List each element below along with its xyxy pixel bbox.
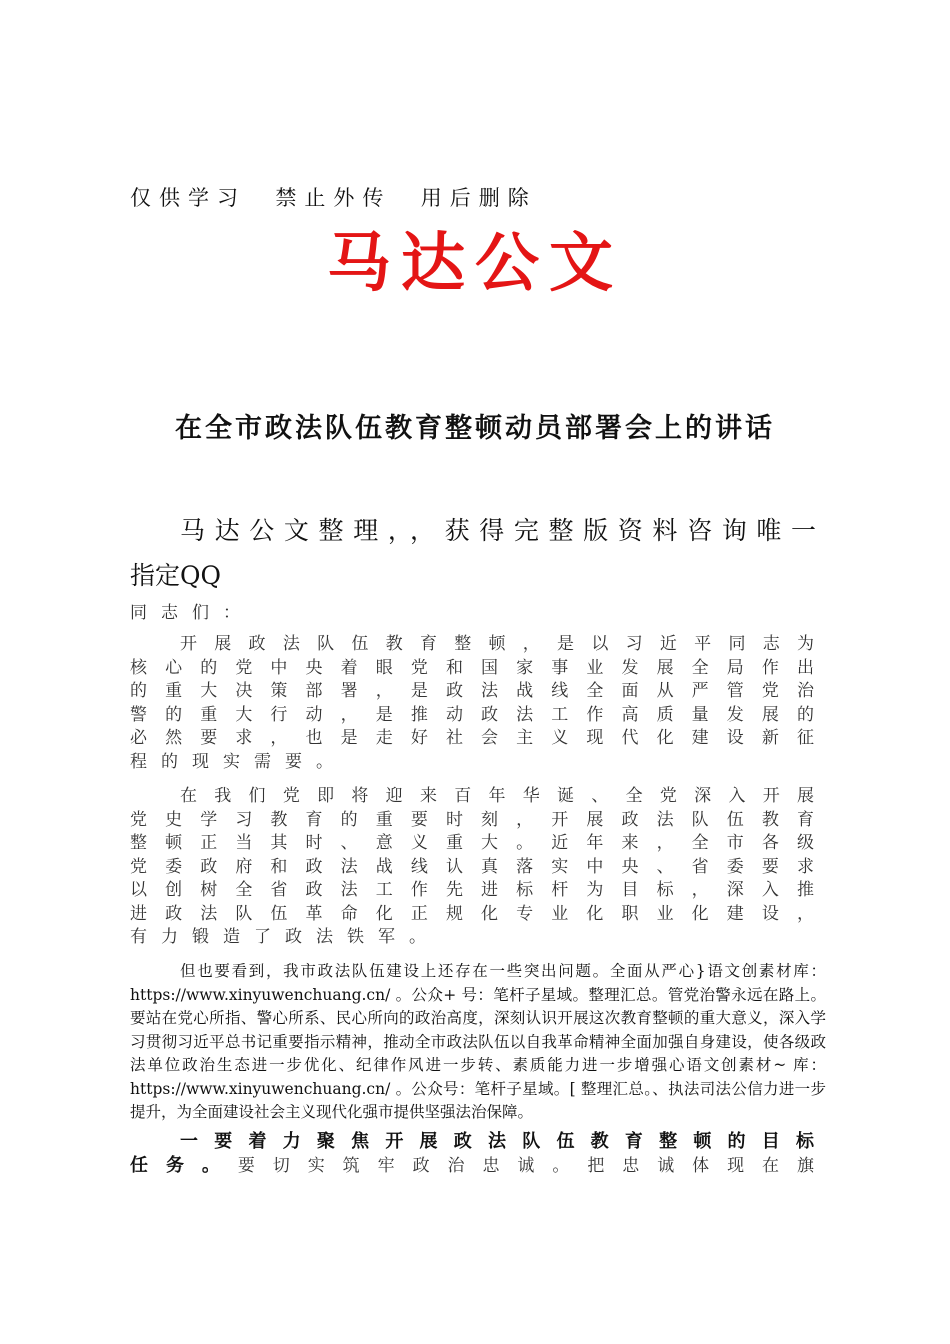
- paragraph-line: 程的现实需要。: [130, 751, 347, 772]
- paragraph-line: [130, 1130, 814, 1154]
- document-title: 在全市政法队伍教育整顿动员部署会上的讲话: [175, 413, 775, 444]
- paragraph-3: 但也要看到，我市政法队伍建设上还存在一些突出问题。全面从严心}语文创素材库：https://www.xinyuwenchuang.cn/ 。公众+ 号：笔杆子星域。整理汇总。管党治警永远在路上。要站在党心所指、警心所系、民心所向的政治高度，深刻认识开展这次教育整顿的重大意义，深入学习贯彻习近平总书记重要指示精神，推动全市政法队伍以自我革命精神全面加强自身建设，使各级政法单位政治生态进一步优化、纪律作风进一步转、素质能力进一步增强心语文创素材~ 库：https://www.xinyuwenchuang.cn/ 。公众号：笔杆子星域。[ 整理汇总。、执法司法公信力进一步提升，为全面建设社会主义现代化强市提供坚强法治保障。: [130, 962, 826, 1121]
- paragraph-line: 开展政法队伍教育整顿，是以习近平同志为: [180, 634, 814, 654]
- paragraph-line: 进政法队伍革命化正规化专业化职业化建设，: [130, 903, 814, 924]
- intro-line-1: 马达公文整理，，获得完整版资料咨询唯一: [180, 516, 820, 545]
- paragraph-line: 的重大决策部署，是政法战线全面从严管党治: [130, 681, 814, 701]
- paragraph-line: 在我们党即将迎来百年华诞、全党深入开展: [180, 786, 814, 806]
- brand-title: 马达公文: [327, 226, 623, 301]
- intro-line-2: 指定QQ: [130, 561, 221, 590]
- paragraph-1: [130, 633, 814, 774]
- paragraph-line: 有力锻造了政法铁军。: [130, 927, 440, 947]
- paragraph-line: 党史学习教育的重要时刻，开展政法队伍教育: [130, 809, 814, 830]
- paragraph-line: [130, 1154, 814, 1178]
- paragraph-text: 要切实筑牢政治忠诚。把忠诚体现在旗: [237, 1156, 815, 1176]
- paragraph-line: 以创树全省政法工作先进标杆为目标，深入推: [130, 880, 814, 900]
- paragraph-line: 警的重大行动，是推动政法工作高质量发展的: [130, 704, 814, 725]
- paragraph-line: 必然要求，也是走好社会主义现代化建设新征: [130, 728, 814, 748]
- paragraph-line: 党委政府和政法战线认真落实中央、省委要求: [130, 856, 814, 877]
- paragraph-2: [130, 785, 814, 950]
- greeting: 同志们：: [130, 603, 254, 623]
- paragraph-4: [130, 1130, 814, 1178]
- usage-notice: 仅供学习 禁止外传 用后删除: [130, 186, 537, 210]
- bold-heading-end: 任务。: [130, 1155, 238, 1176]
- paragraph-line: 核心的党中央着眼党和国家事业发展全局作出: [130, 657, 814, 678]
- bold-heading: 一要着力聚焦开展政法队伍教育整顿的目标: [180, 1131, 814, 1152]
- paragraph-line: 整顿正当其时、意义重大。近年来，全市各级: [130, 833, 814, 853]
